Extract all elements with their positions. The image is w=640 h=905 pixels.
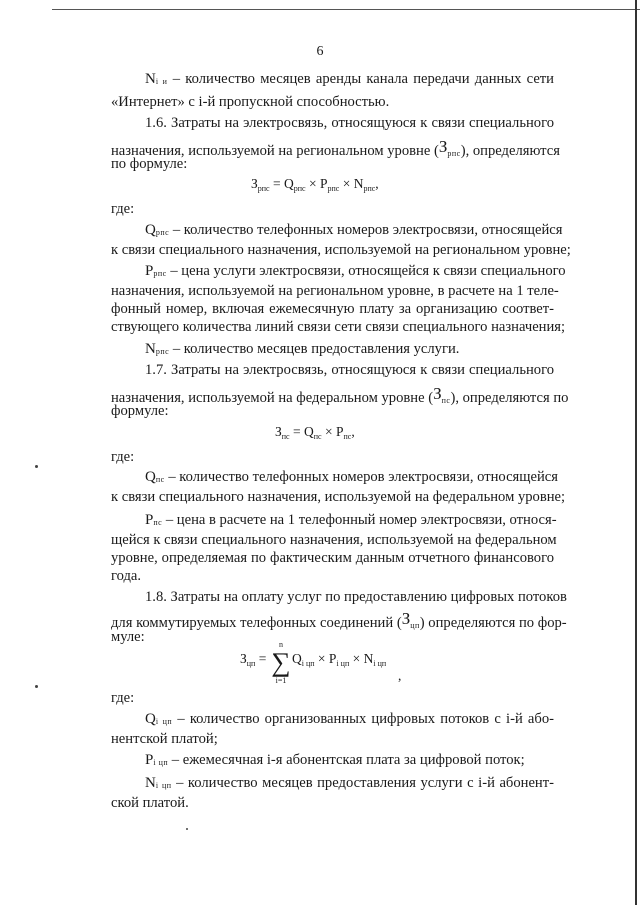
formula-1-8-rhs: $Q_{i цп} \times P_{i цп} \times N_{i цп}$ (292, 651, 387, 668)
scan-speck (186, 828, 188, 830)
scan-right-edge (635, 0, 637, 905)
text-line: Qi цп – количество организованных цифровых потоков с i-й або- (145, 711, 554, 727)
text-line: муле: (111, 629, 145, 645)
text-line: Ni цп – количество месяцев предоставления услуги с i-й абонент- (145, 775, 554, 791)
section-1-7-heading: 1.7. Затраты на электросвязь, относящуюся к связи специального (145, 362, 554, 378)
section-1-6-heading: 1.6. Затраты на электросвязь, относящуюся к связи специального (145, 115, 554, 131)
text-line: фонный номер, включая ежемесячную плату за организацию соответ- (111, 301, 554, 317)
scan-speck (35, 465, 38, 468)
text-line: Qрпс – количество телефонных номеров электросвязи, относящейся (145, 222, 563, 238)
text-line: Ni и – количество месяцев аренды канала передачи данных сети (145, 71, 554, 87)
formula-1-8-lhs: $З_{цп}$ = (240, 651, 267, 668)
text-line: назначения, используемой на федеральном уровне (Зпс), определяются по (111, 384, 569, 406)
text-line: Nрпс – количество месяцев предоставления услуги. (145, 341, 460, 357)
text-line: Pпс – цена в расчете на 1 телефонный номер электросвязи, относя- (145, 512, 557, 528)
section-1-8-heading: 1.8. Затраты на оплату услуг по предоставлению цифровых потоков (145, 589, 567, 605)
text-line: Pi цп – ежемесячная i-я абонентская плата за цифровой поток; (145, 752, 525, 768)
text-line: нентской платой; (111, 731, 218, 747)
sum-operator: n ∑ i=1 (271, 640, 291, 685)
text-line: ствующего количества линий связи сети связи специального назначения; (111, 319, 566, 335)
text-line: по формуле: (111, 156, 188, 172)
text-line: назначения, используемой на региональном уровне, в расчете на 1 теле- (111, 283, 559, 299)
text-line: к связи специального назначения, используемой на региональном уровне; (111, 242, 571, 258)
text-line: где: (111, 690, 135, 706)
text-line: Qпс – количество телефонных номеров электросвязи, относящейся (145, 469, 558, 485)
formula-1-6: $З_{рпс} = Q_{рпс} \times P_{рпс} \times N_{рпс}$, (251, 176, 379, 193)
formula-1-7: $З_{пс} = Q_{пс} \times P_{пс}$, (275, 424, 355, 441)
text-line: щейся к связи специального назначения, используемой на федеральном (111, 532, 557, 548)
text-line: уровне, определяемая по фактическим данным отчетного финансового (111, 550, 554, 566)
text-line: «Интернет» с i-й пропускной способностью. (111, 94, 390, 110)
text-line: формуле: (111, 403, 169, 419)
text-line: года. (111, 568, 142, 584)
text-line: для коммутируемых телефонных соединений (Зцп) определяются по фор- (111, 609, 567, 631)
scan-top-rule (52, 9, 640, 10)
scan-speck (35, 685, 38, 688)
formula-1-8-comma: , (398, 668, 402, 683)
text-line: назначения, используемой на региональном уровне (Зрпс), определяются (111, 137, 560, 159)
page-number: 6 (316, 44, 324, 59)
text-line: где: (111, 201, 135, 217)
text-line: где: (111, 449, 135, 465)
text-line: к связи специального назначения, используемой на федеральном уровне; (111, 489, 566, 505)
var-n: Ni и (145, 71, 168, 87)
text-line: ской платой. (111, 795, 189, 811)
text-line: Pрпс – цена услуги электросвязи, относящейся к связи специального (145, 263, 566, 279)
